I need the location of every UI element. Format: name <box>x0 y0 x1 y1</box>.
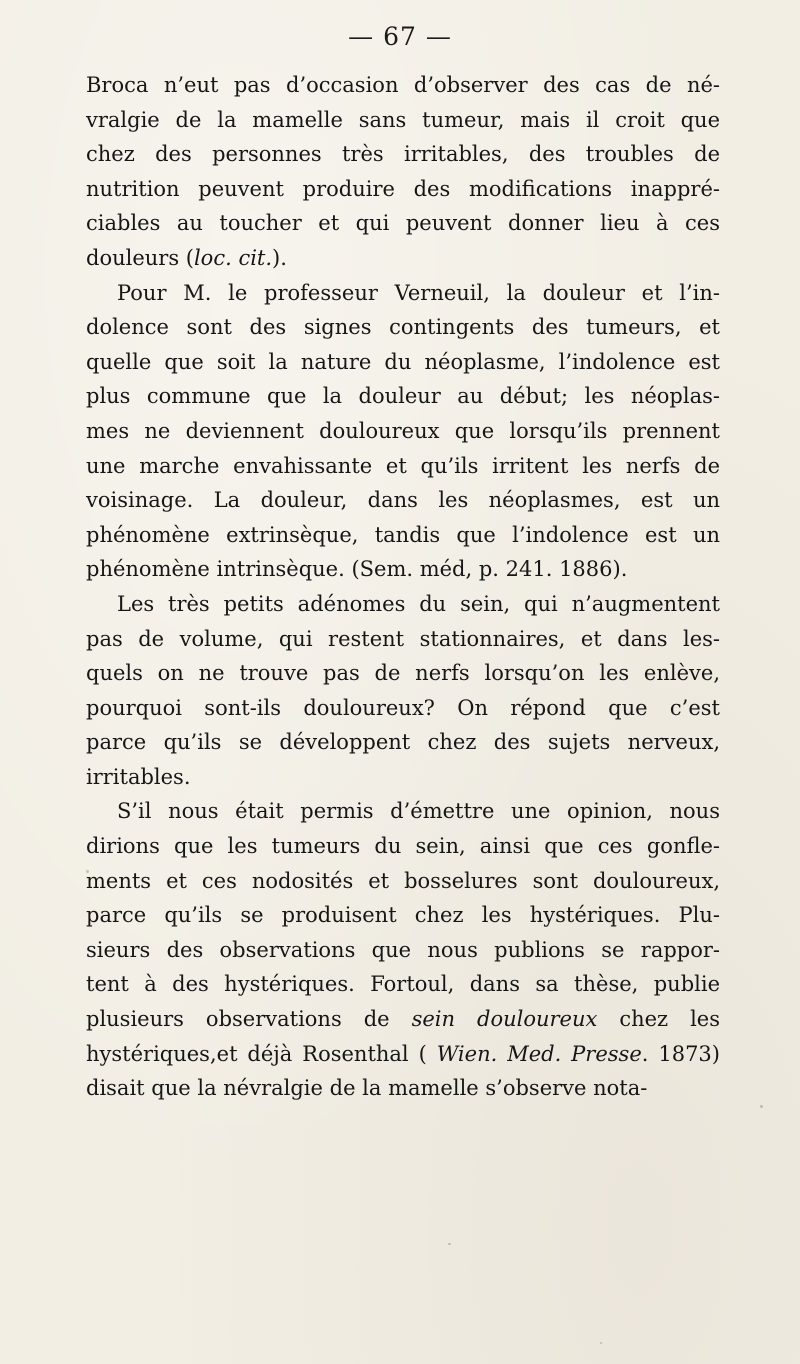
text-line <box>86 760 720 795</box>
text-segment: vralgie de la mamelle sans tumeur, mais il croit que <box>86 107 720 132</box>
text-segment: Pour M. le professeur Verneuil, la douleur et l’in- <box>117 280 720 305</box>
paper-speck <box>760 1105 763 1108</box>
text-segment: irritables. <box>86 764 191 789</box>
text-segment: ). <box>272 245 287 270</box>
italic-text: sein douloureux <box>411 1007 598 1032</box>
text-line <box>86 379 720 414</box>
text-line <box>86 864 720 899</box>
text-line <box>86 449 720 484</box>
text-segment: nutrition peuvent produire des modifications inappré- <box>86 176 720 201</box>
text-segment: ciables au toucher et qui peuvent donner lieu à ces <box>86 211 720 236</box>
text-segment: phénomène intrinsèque. (Sem. méd, p. 241. 1886). <box>86 557 628 582</box>
text-line <box>86 414 720 449</box>
text-segment: douleurs ( <box>86 245 194 270</box>
text-line <box>86 622 720 657</box>
text-segment: hystériques,et déjà Rosenthal ( <box>86 1041 437 1066</box>
text-line <box>86 1002 720 1037</box>
page-number: — 67 — <box>348 22 452 51</box>
text-line <box>86 587 720 622</box>
text-line <box>86 967 720 1002</box>
text-segment: tent à des hystériques. Fortoul, dans sa thèse, publie <box>86 972 720 997</box>
text-line <box>86 137 720 172</box>
text-segment: Les très petits adénomes du sein, qui n’augmentent <box>117 591 720 616</box>
text-line <box>86 241 720 276</box>
paper-speck <box>600 1342 602 1344</box>
text-segment: . 1873) <box>641 1041 720 1066</box>
text-line <box>86 656 720 691</box>
text-segment: une marche envahissante et qu’ils irritent les nerfs de <box>86 453 720 478</box>
text-segment: plusieurs observations de <box>86 1007 412 1032</box>
text-segment: sieurs des observations que nous publions se rappor- <box>86 937 720 962</box>
text-line <box>86 345 720 380</box>
text-line <box>86 276 720 311</box>
text-line <box>86 898 720 933</box>
text-line <box>86 794 720 829</box>
text-segment: disait que la névralgie de la mamelle s’observe nota- <box>86 1076 648 1101</box>
text-line <box>86 172 720 207</box>
text-line <box>86 829 720 864</box>
text-line <box>86 206 720 241</box>
text-line <box>86 1037 720 1072</box>
text-segment: Broca n’eut pas d’occasion d’observer des cas de né- <box>86 73 720 97</box>
text-segment: parce qu’ils se produisent chez les hystériques. Plu- <box>86 903 720 928</box>
paper-speck <box>86 870 89 873</box>
text-segment: chez les <box>597 1007 721 1032</box>
text-line <box>86 933 720 968</box>
text-segment: chez des personnes très irritables, des troubles de <box>86 142 720 167</box>
text-line <box>86 310 720 345</box>
italic-text: Wien. Med. Presse <box>436 1041 642 1066</box>
text-segment: mes ne deviennent douloureux que lorsqu’ils prennent <box>86 418 720 443</box>
text-line <box>86 483 720 518</box>
text-segment: quels on ne trouve pas de nerfs lorsqu’on les enlève, <box>86 661 720 686</box>
text-segment: ments et ces nodosités et bosselures sont douloureux, <box>86 868 720 893</box>
text-segment: parce qu’ils se développent chez des sujets nerveux, <box>86 730 720 755</box>
text-segment: dolence sont des signes contingents des tumeurs, et <box>86 315 720 340</box>
italic-text: loc. cit. <box>193 245 273 270</box>
text-line <box>86 68 720 103</box>
text-segment: pas de volume, qui restent stationnaires, et dans les- <box>86 626 720 651</box>
text-line <box>86 1071 720 1106</box>
text-segment: phénomène extrinsèque, tandis que l’indolence est un <box>86 522 720 547</box>
text-segment: quelle que soit la nature du néoplasme, l’indolence est <box>86 349 720 374</box>
text-segment: pourquoi sont-ils douloureux? On répond que c’est <box>86 695 720 720</box>
text-line <box>86 518 720 553</box>
text-segment: dirions que les tumeurs du sein, ainsi que ces gonfle- <box>86 834 720 859</box>
paper-speck <box>448 1243 451 1245</box>
text-line <box>86 691 720 726</box>
text-line <box>86 725 720 760</box>
text-line <box>86 103 720 138</box>
text-line <box>86 552 720 587</box>
body-text <box>86 68 720 1106</box>
text-segment: voisinage. La douleur, dans les néoplasmes, est un <box>86 488 720 513</box>
text-segment: S’il nous était permis d’émettre une opinion, nous <box>117 799 720 824</box>
text-segment: plus commune que la douleur au début; les néoplas- <box>86 384 720 409</box>
